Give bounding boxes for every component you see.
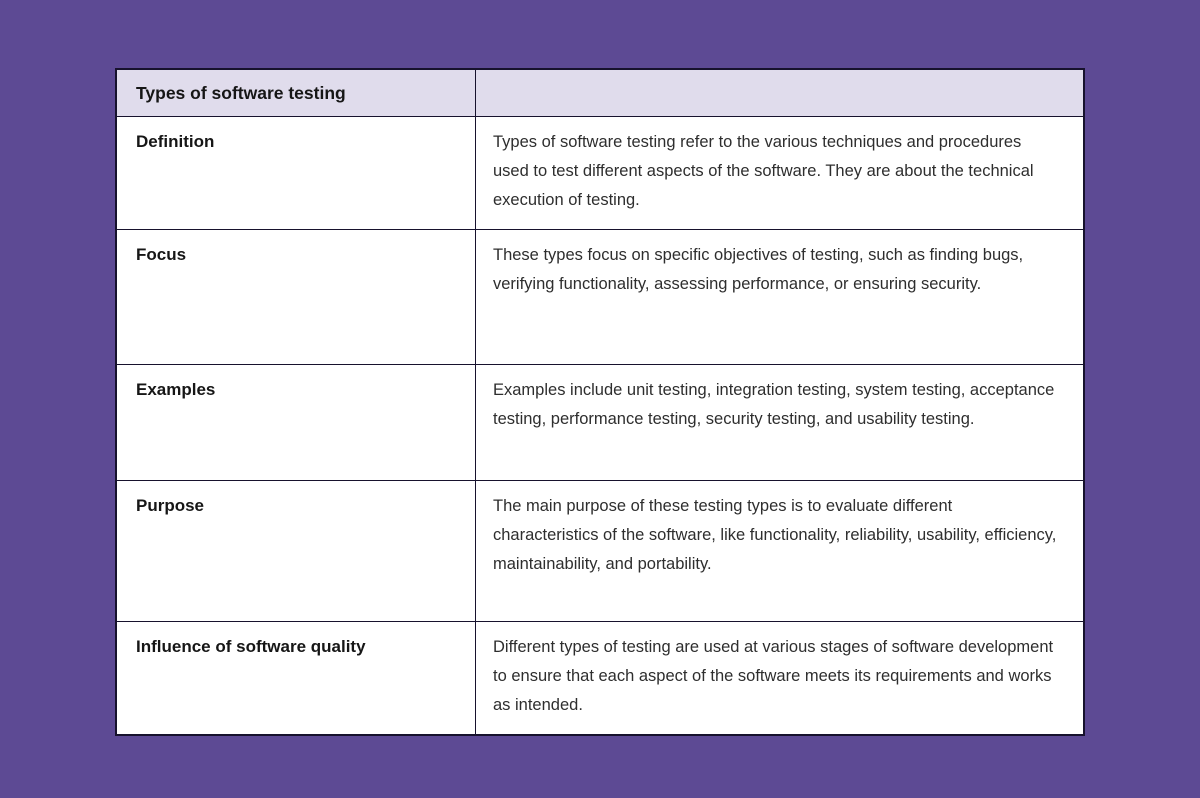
- row-description-cell: [476, 365, 1083, 480]
- table-row-influence: [117, 621, 1083, 734]
- row-label-cell: [117, 117, 476, 229]
- row-label: Examples: [136, 380, 216, 399]
- software-testing-types-table: [115, 68, 1085, 736]
- table-header-row: [117, 70, 1083, 116]
- row-label: Influence of software quality: [136, 637, 366, 656]
- row-label: Definition: [136, 132, 215, 151]
- table-row-focus: [117, 229, 1083, 364]
- row-label-cell: [117, 365, 476, 480]
- row-description: Types of software testing refer to the various techniques and procedures used to test different aspects of the software. They are about the technical execution of testing.: [493, 133, 1034, 209]
- row-label-cell: [117, 622, 476, 734]
- row-description-cell: [476, 117, 1083, 229]
- row-description: These types focus on specific objectives of testing, such as finding bugs, verifying functionality, assessing performance, or ensuring security.: [493, 246, 1024, 293]
- row-label-cell: [117, 230, 476, 364]
- row-label: Focus: [136, 245, 187, 264]
- row-description-cell: [476, 230, 1083, 364]
- table-title-cell: [117, 70, 476, 116]
- table-row-purpose: [117, 480, 1083, 621]
- row-description: The main purpose of these testing types is to evaluate different characteristics of the software, like functionality, reliability, usability, efficiency, maintainability, and portability.: [493, 497, 1057, 573]
- table-row-examples: [117, 364, 1083, 480]
- table-row-definition: [117, 116, 1083, 229]
- table-header-empty-cell: [476, 70, 1083, 116]
- row-description-cell: [476, 481, 1083, 621]
- row-description: Examples include unit testing, integration testing, system testing, acceptance testing, performance testing, security testing, and usability testing.: [493, 381, 1055, 428]
- row-label: Purpose: [136, 496, 205, 515]
- row-description: Different types of testing are used at various stages of software development to ensure that each aspect of the software meets its requirements and works as intended.: [493, 638, 1054, 714]
- row-description-cell: [476, 622, 1083, 734]
- table-title: Types of software testing: [136, 83, 346, 103]
- row-label-cell: [117, 481, 476, 621]
